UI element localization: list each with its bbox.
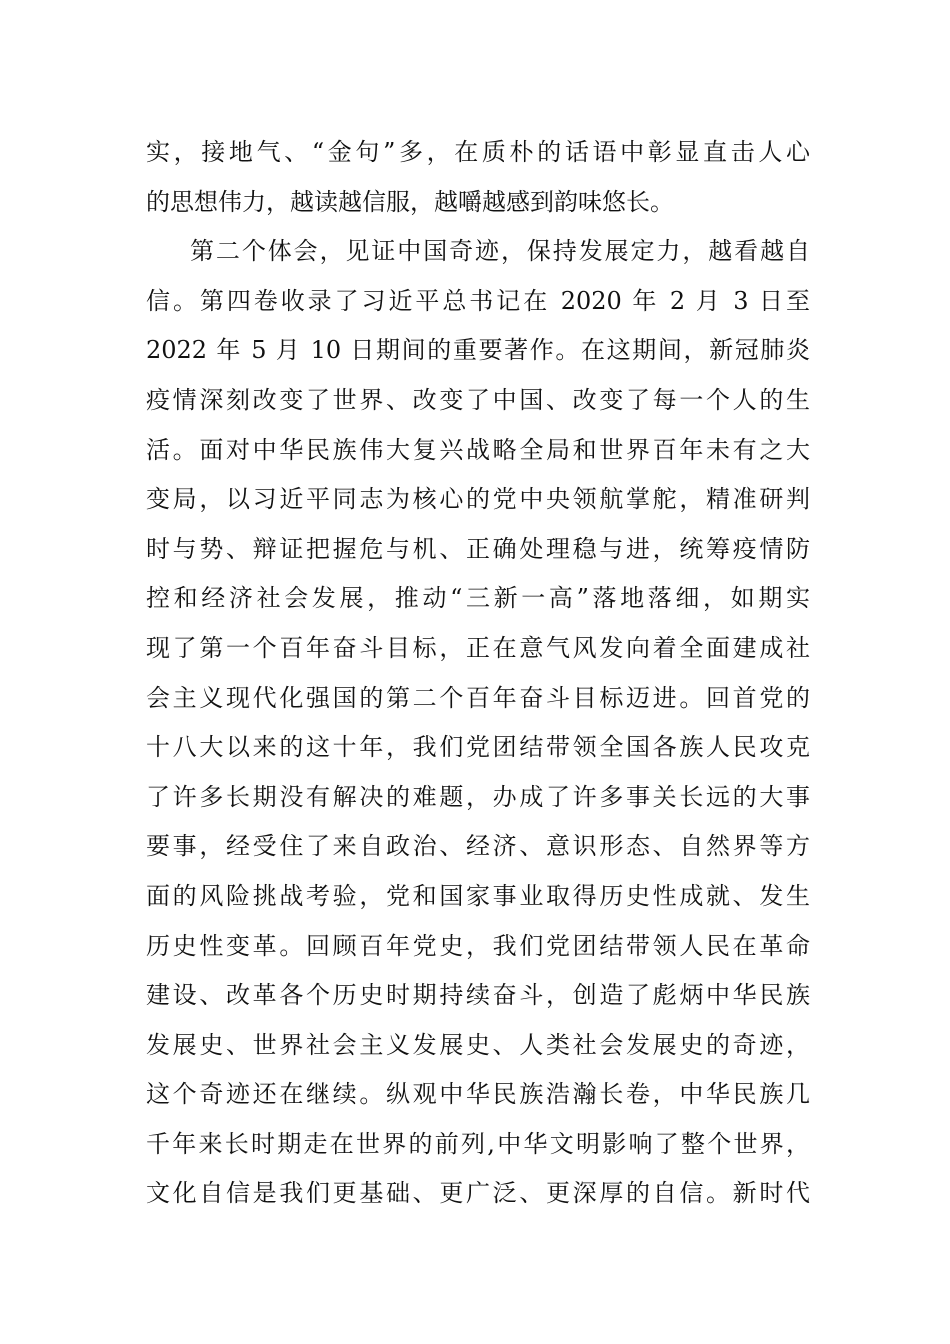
text-line-15: 要事，经受住了来自政治、经济、意识形态、自然界等方: [146, 832, 810, 861]
text-line-1: 实，接地气、“金句”多，在质朴的话语中彰显直击人心: [146, 138, 810, 166]
text-line-13: 十八大以来的这十年，我们党团结带领全国各族人民攻克: [146, 733, 810, 762]
text-line-10: 控和经济社会发展，推动“三新一高”落地落细，如期实: [146, 584, 810, 613]
text-line-21: 千年来长时期走在世界的前列,中华文明影响了整个世界，: [146, 1129, 810, 1158]
text-line-14: 了许多长期没有解决的难题，办成了许多事关长远的大事: [146, 782, 810, 811]
text-line-12: 会主义现代化强国的第二个百年奋斗目标迈进。回首党的: [146, 683, 810, 712]
text-line-8: 变局，以习近平同志为核心的党中央领航掌舵，精准研判: [146, 485, 810, 514]
text-line-7: 活。面对中华民族伟大复兴战略全局和世界百年未有之大: [146, 435, 810, 464]
text-line-3: 第二个体会，见证中国奇迹，保持发展定力，越看越自: [190, 237, 810, 266]
body-text: [146, 128, 810, 1219]
text-line-5: 2022 年 5 月 10 日期间的重要著作。在这期间，新冠肺炎: [146, 336, 810, 365]
text-line-18: 建设、改革各个历史时期持续奋斗，创造了彪炳中华民族: [146, 981, 810, 1010]
text-line-4: 信。第四卷收录了习近平总书记在 2020 年 2 月 3 日至: [146, 286, 810, 315]
text-line-2: 的思想伟力，越读越信服，越嚼越感到韵味悠长。: [146, 187, 674, 216]
text-line-20: 这个奇迹还在继续。纵观中华民族浩瀚长卷，中华民族几: [146, 1080, 810, 1109]
text-line-17: 历史性变革。回顾百年党史，我们党团结带领人民在革命: [146, 931, 810, 960]
text-line-11: 现了第一个百年奋斗目标，正在意气风发向着全面建成社: [146, 633, 810, 662]
text-line-6: 疫情深刻改变了世界、改变了中国、改变了每一个人的生: [146, 385, 810, 414]
text-line-22: 文化自信是我们更基础、更广泛、更深厚的自信。新时代: [146, 1179, 810, 1208]
text-line-9: 时与势、辩证把握危与机、正确处理稳与进，统筹疫情防: [146, 534, 810, 563]
text-line-16: 面的风险挑战考验，党和国家事业取得历史性成就、发生: [146, 881, 810, 910]
text-line-19: 发展史、世界社会主义发展史、人类社会发展史的奇迹，: [146, 1030, 810, 1059]
